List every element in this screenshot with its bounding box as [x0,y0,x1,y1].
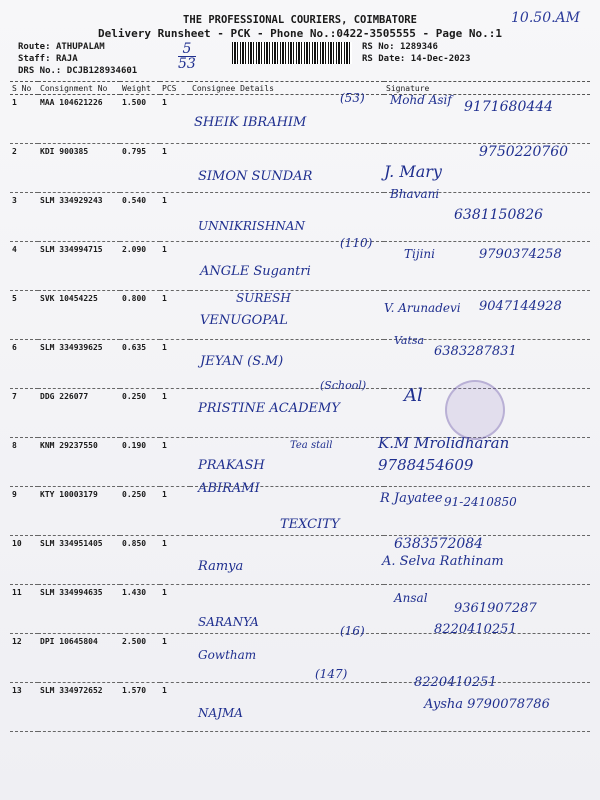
signature-handwriting: 8220410251 [414,675,497,690]
row-sno: 4 [10,242,38,291]
row-signature [384,144,590,193]
signature-handwriting: 9047144928 [479,299,562,314]
signature-handwriting: Al [404,385,423,406]
row-weight: 0.250 [120,389,160,438]
table-row [10,95,590,144]
consignee-handwriting: SIMON SUNDAR [198,169,313,184]
rs-date-field: RS Date: 14-Dec-2023 [362,54,471,64]
row-consignment-no: KNM 29237550 [38,438,120,487]
signature-handwriting: 9790374258 [479,247,562,262]
row-consignment-no: MAA 104621226 [38,95,120,144]
row-signature [384,536,590,585]
table-row [10,438,590,487]
consignee-handwriting: PRISTINE ACADEMY [198,401,340,416]
handwritten-count: $\frac{5}{53}$ [178,41,196,72]
row-consignee [190,624,384,683]
row-pcs: 1 [160,683,190,732]
row-weight: 0.850 [120,536,160,585]
row-consignee [190,144,384,193]
col-weight: Weight [120,82,160,95]
drs-field: DRS No.: DCJB128934601 [18,66,138,76]
row-sno: 11 [10,585,38,634]
signature-handwriting: 9171680444 [464,99,554,115]
row-consignment-no: SLM 334972652 [38,683,120,732]
row-signature [384,291,590,340]
runsheet-subtitle: Delivery Runsheet - PCK - Phone No.:0422-3505555 - Page No.:1 [98,27,502,40]
row-consignment-no: KTY 10003179 [38,487,120,536]
staff-field: Staff: RAJA [18,54,78,64]
table-row [10,487,590,536]
table-header-row [10,82,590,95]
route-field: Route: ATHUPALAM [18,42,105,52]
row-consignment-no: SLM 334994715 [38,242,120,291]
col-pcs: PCS [160,82,190,95]
consignee-handwriting: (16) [340,624,365,638]
row-weight: 0.800 [120,291,160,340]
row-pcs: 1 [160,438,190,487]
consignee-handwriting: (School) [320,379,367,392]
consignee-handwriting: SHEIK IBRAHIM [194,115,307,130]
row-weight: 0.540 [120,193,160,242]
row-sno: 10 [10,536,38,585]
row-pcs: 1 [160,242,190,291]
row-pcs: 1 [160,193,190,242]
row-consignment-no: SLM 334929243 [38,193,120,242]
signature-handwriting: 6381150826 [454,207,544,223]
row-signature [384,334,590,389]
row-signature [384,242,590,291]
signature-handwriting: J. Mary [384,162,442,181]
row-weight: 1.570 [120,683,160,732]
signature-handwriting: 9788454609 [378,456,474,474]
signature-handwriting: 6383287831 [434,344,517,359]
row-pcs: 1 [160,634,190,683]
barcode [232,42,352,64]
signature-handwriting: V. Arunadevi [384,301,461,315]
row-consignee [190,193,384,242]
consignee-handwriting: ABIRAMI [198,481,260,496]
row-consignment-no: KDI 900385 [38,144,120,193]
table-row [10,193,590,242]
row-consignment-no: SLM 334951405 [38,536,120,585]
row-sno: 7 [10,389,38,438]
consignee-handwriting: UNNIKRISHNAN [198,219,305,233]
row-weight: 1.430 [120,585,160,634]
consignee-handwriting: TEXCITY [280,517,340,532]
signature-handwriting: Bhavani [390,187,440,201]
consignee-handwriting: Tea stall [290,440,333,451]
row-sno: 3 [10,193,38,242]
row-weight: 0.250 [120,487,160,536]
signature-handwriting: R Jayatee [380,491,443,506]
consignee-handwriting: JEYAN (S.M) [200,354,284,369]
col-consignment: Consignment No [38,82,120,95]
signature-handwriting: 91-2410850 [444,495,517,509]
signature-handwriting: Vatsa [394,334,425,347]
row-pcs: 1 [160,95,190,144]
row-pcs: 1 [160,144,190,193]
signature-handwriting: 9750220760 [479,144,569,160]
row-sno: 12 [10,634,38,683]
table-row [10,291,590,340]
row-pcs: 1 [160,291,190,340]
row-weight: 1.500 [120,95,160,144]
consignee-handwriting: (53) [340,91,365,105]
row-consignment-no: SVK 10454225 [38,291,120,340]
handwritten-time-note: 10.50.AM [511,10,580,26]
table-row [10,242,590,291]
delivery-stamp [445,380,505,440]
table-row [10,340,590,389]
consignee-handwriting: Ramya [198,559,244,574]
row-consignee [190,379,384,438]
row-consignee [190,236,384,291]
row-sno: 13 [10,683,38,732]
row-consignee [190,91,384,144]
row-signature [384,95,590,144]
row-sno: 1 [10,95,38,144]
row-consignee [190,438,384,487]
signature-handwriting: 9361907287 [454,601,537,616]
row-pcs: 1 [160,389,190,438]
signature-handwriting: K.M Mrolidharan [378,434,510,452]
col-consignee: Consignee Details [190,82,384,95]
consignee-handwriting: (147) [315,667,348,681]
table-row [10,683,590,732]
row-weight: 0.635 [120,340,160,389]
row-pcs: 1 [160,487,190,536]
row-weight: 0.190 [120,438,160,487]
consignee-handwriting: VENUGOPAL [200,313,288,328]
signature-handwriting: A. Selva Rathinam [382,554,504,569]
signature-handwriting: Tijini [404,247,435,261]
rs-no-field: RS No: 1289346 [362,42,438,52]
table-row [10,634,590,683]
row-signature [384,675,590,732]
row-weight: 2.090 [120,242,160,291]
row-consignee [190,667,384,732]
consignee-handwriting: SARANYA [198,615,259,629]
row-sno: 9 [10,487,38,536]
signature-handwriting: 8220410251 [434,622,517,637]
row-sno: 6 [10,340,38,389]
row-consignment-no: DPI 10645804 [38,634,120,683]
signature-handwriting: Aysha 9790078786 [424,697,550,712]
consignee-handwriting: NAJMA [198,706,243,720]
row-consignee [190,481,384,536]
table-row [10,536,590,585]
row-sno: 2 [10,144,38,193]
row-consignment-no: SLM 334939625 [38,340,120,389]
consignee-handwriting: Gowtham [198,648,257,662]
row-consignee [190,536,384,585]
col-sno: S No [10,82,38,95]
table-row [10,144,590,193]
row-sno: 8 [10,438,38,487]
consignee-handwriting: (110) [340,236,373,250]
row-pcs: 1 [160,585,190,634]
col-signature: Signature [384,82,590,95]
signature-handwriting: Ansal [394,591,428,605]
row-consignee [190,291,384,340]
company-title: THE PROFESSIONAL COURIERS, COIMBATORE [183,14,417,26]
row-weight: 0.795 [120,144,160,193]
row-consignment-no: SLM 334994635 [38,585,120,634]
signature-handwriting: 6383572084 [394,536,484,552]
row-pcs: 1 [160,340,190,389]
row-signature [384,187,590,242]
signature-handwriting: Mohd Asif [390,93,452,107]
row-sno: 5 [10,291,38,340]
consignee-handwriting: ANGLE Sugantri [200,264,311,279]
row-signature [378,434,590,487]
consignee-handwriting: SURESH [236,291,291,305]
consignee-handwriting: PRAKASH [198,458,265,473]
row-consignment-no: DDG 226077 [38,389,120,438]
row-weight: 2.500 [120,634,160,683]
row-signature [380,487,590,536]
row-pcs: 1 [160,536,190,585]
